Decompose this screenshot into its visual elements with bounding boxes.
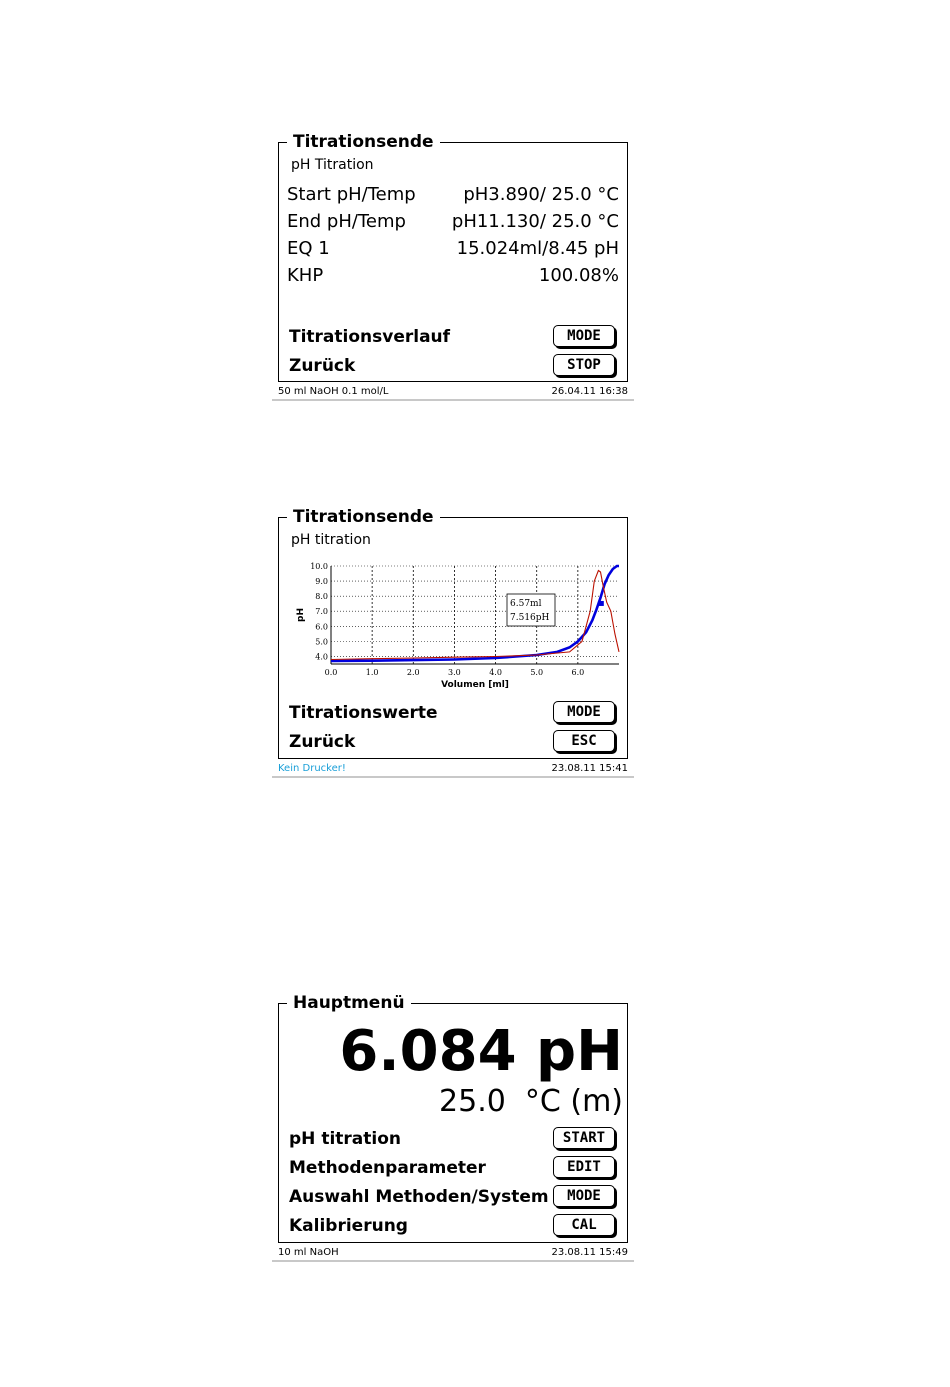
- mode-key[interactable]: MODE: [553, 701, 615, 723]
- derivative-curve-line: [331, 571, 619, 660]
- result-label: Start pH/Temp: [287, 184, 416, 205]
- x-tick-label: 6.0: [571, 668, 585, 677]
- y-tick-label: 8.0: [315, 592, 328, 602]
- stop-key[interactable]: STOP: [553, 354, 615, 376]
- menu-item-method-parameters[interactable]: [289, 1155, 615, 1181]
- screen-title: Titrationsende: [287, 506, 440, 528]
- screen-frame: [278, 507, 628, 759]
- main-menu-screen: [272, 990, 634, 1262]
- y-axis-label: pH: [296, 608, 306, 622]
- menu-item-ph-titration[interactable]: [289, 1126, 615, 1152]
- y-tick-label: 7.0: [315, 607, 328, 617]
- menu-item-label: Titrationswerte: [289, 703, 438, 723]
- menu-item-label: Methodenparameter: [289, 1158, 486, 1178]
- x-tick-label: 5.0: [530, 668, 544, 677]
- y-tick-label: 6.0: [315, 622, 328, 632]
- result-label: EQ 1: [287, 238, 330, 259]
- status-datetime: 23.08.11 15:49: [551, 1247, 628, 1258]
- status-method: 50 ml NaOH 0.1 mol/L: [278, 386, 389, 397]
- screen-title: Titrationsende: [287, 131, 440, 153]
- result-value: pH3.890/ 25.0 °C: [463, 184, 619, 205]
- mode-key[interactable]: MODE: [553, 325, 615, 347]
- screen-frame: [278, 993, 628, 1243]
- menu-item-label: pH titration: [289, 1129, 401, 1149]
- ph-reading: 6.084 pH: [339, 1019, 623, 1084]
- x-tick-label: 4.0: [489, 668, 502, 677]
- cursor-point: [599, 601, 604, 606]
- status-bar: [272, 1246, 634, 1262]
- menu-item-label: Kalibrierung: [289, 1216, 408, 1236]
- y-tick-label: 5.0: [315, 637, 328, 647]
- result-value: 15.024ml/8.45 pH: [456, 238, 619, 259]
- result-label: End pH/Temp: [287, 211, 406, 232]
- screen-title: Hauptmenü: [287, 992, 411, 1014]
- x-tick-label: 2.0: [406, 668, 420, 677]
- screen-frame: [278, 132, 628, 382]
- menu-item-back[interactable]: [289, 353, 615, 379]
- y-tick-label: 10.0: [310, 562, 328, 571]
- menu-item-label: Zurück: [289, 356, 356, 376]
- x-tick-label: 0.0: [324, 668, 338, 677]
- status-bar: [272, 762, 634, 778]
- annotation-volume: 6.57ml: [510, 599, 542, 609]
- menu-item-titration-values[interactable]: [289, 700, 615, 726]
- result-row-end: [287, 210, 619, 234]
- esc-key[interactable]: ESC: [553, 730, 615, 752]
- temperature-reading: 25.0 °C (m): [439, 1084, 623, 1119]
- status-method: 10 ml NaOH: [278, 1247, 339, 1258]
- method-name: pH titration: [291, 532, 371, 548]
- menu-item-label: Auswahl Methoden/System: [289, 1187, 549, 1207]
- cal-key[interactable]: CAL: [553, 1214, 615, 1236]
- result-value: 100.08%: [538, 265, 619, 286]
- menu-item-label: Titrationsverlauf: [289, 327, 451, 347]
- result-value: pH11.130/ 25.0 °C: [451, 211, 619, 232]
- result-row-start: [287, 183, 619, 207]
- menu-item-method-system-selection[interactable]: [289, 1184, 615, 1210]
- x-tick-label: 3.0: [448, 668, 461, 677]
- status-warning: Kein Drucker!: [278, 763, 346, 774]
- menu-item-titration-curve[interactable]: [289, 324, 615, 350]
- menu-item-back[interactable]: [289, 729, 615, 755]
- result-row-eq1: [287, 237, 619, 261]
- menu-item-label: Zurück: [289, 732, 356, 752]
- edit-key[interactable]: EDIT: [553, 1156, 615, 1178]
- status-bar: [272, 385, 634, 401]
- y-tick-label: 4.0: [315, 652, 328, 662]
- result-label: KHP: [287, 265, 324, 286]
- annotation-ph: 7.516pH: [510, 613, 550, 623]
- x-tick-label: 1.0: [365, 668, 379, 677]
- mode-key[interactable]: MODE: [553, 1185, 615, 1207]
- method-name: pH Titration: [291, 157, 374, 173]
- status-datetime: 23.08.11 15:41: [551, 763, 628, 774]
- y-tick-label: 9.0: [315, 577, 328, 587]
- menu-item-calibration[interactable]: [289, 1213, 615, 1239]
- titration-end-screen-curve: [272, 505, 634, 777]
- start-key[interactable]: START: [553, 1127, 615, 1149]
- status-datetime: 26.04.11 16:38: [551, 386, 628, 397]
- result-row-khp: [287, 264, 619, 288]
- titration-end-screen-values: [272, 130, 634, 402]
- titration-curve-chart: [293, 558, 623, 692]
- x-axis-label: Volumen [ml]: [441, 680, 509, 690]
